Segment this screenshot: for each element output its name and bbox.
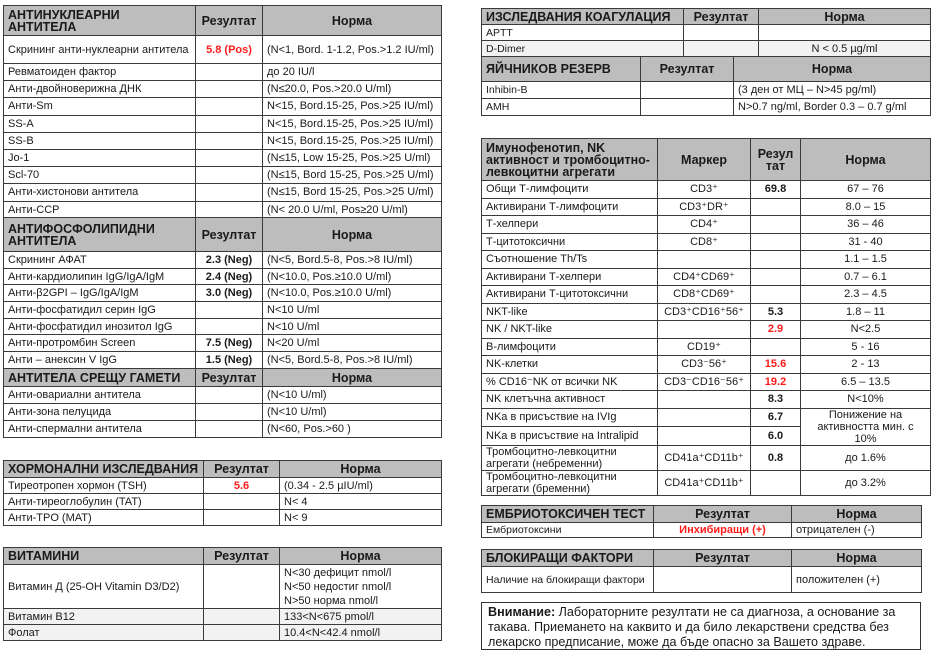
marker: [658, 408, 751, 427]
reference-norm: 6.5 – 13.5: [801, 373, 931, 391]
column-header: Норма: [792, 506, 922, 523]
test-name: Скрининг АФАТ: [4, 252, 196, 269]
table-row: [4, 565, 442, 609]
reference-norm: (0.34 - 2.5 µIU/ml): [280, 478, 442, 494]
test-name: SS-B: [4, 132, 196, 149]
marker: [658, 251, 751, 269]
test-name: Анти-CCP: [4, 201, 196, 218]
result-value: 69.8: [751, 181, 801, 199]
section-title: ХОРМОНАЛНИ ИЗСЛЕДВАНИЯ: [4, 461, 204, 478]
reference-norm: (N<10.0, Pos.≥10.0 U/ml): [263, 285, 442, 302]
result-value: [641, 82, 734, 99]
hormonal-table: [3, 460, 442, 526]
test-name: Анти-овариални антитела: [4, 387, 196, 404]
test-name: Общи Т-лимфоцити: [482, 181, 658, 199]
result-value: [196, 318, 263, 335]
section-title: Имунофенотип, NK активност и тромбоцитно-левкоцитни агрегати: [482, 139, 658, 181]
column-header: Резултат: [196, 369, 263, 387]
test-name: Тиреотропен хормон (TSH): [4, 478, 204, 494]
marker: [658, 321, 751, 339]
section-title: ИЗСЛЕДВАНИЯ КОАГУЛАЦИЯ: [482, 9, 684, 25]
column-header: Резултат: [196, 6, 263, 36]
reference-norm: 36 – 46: [801, 216, 931, 234]
marker: CD3⁺: [658, 181, 751, 199]
result-value: [751, 198, 801, 216]
test-name: Анти-Sm: [4, 98, 196, 115]
table-row: [4, 404, 442, 421]
result-value: [751, 233, 801, 251]
reference-norm: N<30 дефицит nmol/l N<50 недостиг nmol/l N>50 норма nmol/l: [280, 565, 442, 609]
section-title: ЕМБРИОТОКСИЧЕН ТЕСТ: [482, 506, 654, 523]
section-title: ЯЙЧНИКОВ РЕЗЕРВ: [482, 57, 641, 82]
reference-norm: 67 – 76: [801, 181, 931, 199]
marker: CD4⁺: [658, 216, 751, 234]
table-row: [482, 391, 931, 409]
result-value: 3.0 (Neg): [196, 285, 263, 302]
result-value: 2.3 (Neg): [196, 252, 263, 269]
test-name: Фолат: [4, 625, 204, 641]
table-row: [4, 252, 442, 269]
table-row: [4, 149, 442, 166]
table-row: [482, 216, 931, 234]
warning-text: Лабораторните резултати не са диагноза, а основание за такава. Приемането на каквито и да било лекарствени средства без лекарско предписание, може да бъде опасно за Вашето здраве.: [488, 605, 896, 649]
table-row: [4, 132, 442, 149]
table-row: [4, 302, 442, 319]
table-row: [4, 510, 442, 526]
section-title: ВИТАМИНИ: [4, 548, 204, 565]
test-name: Активирани Т-хелпери: [482, 268, 658, 286]
result-value: 19.2: [751, 373, 801, 391]
result-value: [204, 565, 280, 609]
test-name: Анти-β2GPI – IgG/IgA/IgM: [4, 285, 196, 302]
test-name: Т-цитотоксични: [482, 233, 658, 251]
antiphospholipid-table: [3, 217, 442, 369]
table-header-row: [482, 550, 922, 567]
test-name: Активирани Т-лимфоцити: [482, 198, 658, 216]
reference-norm: N< 4: [280, 494, 442, 510]
marker: CD3⁻CD16⁻56⁺: [658, 373, 751, 391]
result-value: [196, 64, 263, 81]
test-name: NK / NKT-like: [482, 321, 658, 339]
result-value: [204, 609, 280, 625]
table-row: [482, 445, 931, 470]
marker: CD3⁺CD16⁺56⁺: [658, 303, 751, 321]
reference-norm: положителен (+): [792, 567, 922, 593]
column-header: Норма: [263, 369, 442, 387]
coagulation-table: [481, 8, 931, 57]
reference-norm: N<2.5: [801, 321, 931, 339]
test-name: NK клетъчна активност: [482, 391, 658, 409]
marker: [658, 427, 751, 446]
blocking-table: [481, 549, 922, 593]
immuno-table: [481, 138, 931, 496]
reference-norm: 8.0 – 15: [801, 198, 931, 216]
test-name: Скрининг анти-нуклеарни антитела: [4, 36, 196, 64]
antinuclear-table: [3, 5, 442, 219]
column-header: Норма: [263, 218, 442, 252]
column-header: Резултат: [204, 461, 280, 478]
test-name: Scl-70: [4, 167, 196, 184]
marker: [658, 391, 751, 409]
test-name: Анти-TPO (MAT): [4, 510, 204, 526]
table-row: [482, 356, 931, 374]
result-value: Инхибиращи (+): [654, 523, 792, 538]
test-name: AMH: [482, 99, 641, 116]
table-header-row: [4, 218, 442, 252]
warning-notice: [481, 602, 921, 650]
test-name: Витамин B12: [4, 609, 204, 625]
test-name: Анти-хистонови антитела: [4, 184, 196, 201]
result-value: [196, 132, 263, 149]
column-header: Норма: [280, 461, 442, 478]
table-header-row: [4, 369, 442, 387]
table-row: [4, 285, 442, 302]
result-value: [641, 99, 734, 116]
test-name: NKa в присъствие на Intralipid: [482, 427, 658, 446]
result-value: 0.8: [751, 445, 801, 470]
ovarian-table: [481, 56, 931, 116]
table-row: [482, 303, 931, 321]
test-name: Т-хелпери: [482, 216, 658, 234]
table-row: [4, 36, 442, 64]
result-value: [196, 167, 263, 184]
reference-norm: отрицателен (-): [792, 523, 922, 538]
table-row: [4, 98, 442, 115]
reference-norm: N<20 U/ml: [263, 335, 442, 352]
marker: CD3⁻56⁺: [658, 356, 751, 374]
reference-norm: Понижение на активността мин. с 10%: [801, 408, 931, 445]
result-value: [196, 98, 263, 115]
table-row: [482, 233, 931, 251]
table-row: [482, 408, 931, 427]
column-header: Резултат: [196, 218, 263, 252]
reference-norm: (N<10 U/ml): [263, 387, 442, 404]
reference-norm: 0.7 – 6.1: [801, 268, 931, 286]
test-name: Анти – анексин V IgG: [4, 352, 196, 369]
test-name: Анти-тиреоглобулин (TAT): [4, 494, 204, 510]
vitamins-table: [3, 547, 442, 641]
table-header-row: [482, 9, 931, 25]
table-row: [4, 421, 442, 438]
result-value: 8.3: [751, 391, 801, 409]
test-name: % CD16⁻NK от всички NK: [482, 373, 658, 391]
table-row: [4, 494, 442, 510]
marker: CD8⁺: [658, 233, 751, 251]
result-value: [751, 268, 801, 286]
reference-norm: N < 0.5 µg/ml: [759, 41, 931, 57]
column-header: Норма: [734, 57, 931, 82]
reference-norm: (N≤15, Bord 15-25, Pos.>25 U/ml): [263, 167, 442, 184]
column-header: Норма: [801, 139, 931, 181]
table-row: [4, 184, 442, 201]
result-value: [196, 149, 263, 166]
column-header: Резултат: [654, 550, 792, 567]
column-header: Резул тат: [751, 139, 801, 181]
marker: CD41a⁺CD11b⁺: [658, 470, 751, 495]
reference-norm: N<15, Bord.15-25, Pos.>25 IU/ml): [263, 132, 442, 149]
column-header: Норма: [280, 548, 442, 565]
table-row: [482, 251, 931, 269]
table-row: [4, 625, 442, 641]
result-value: 5.8 (Pos): [196, 36, 263, 64]
reference-norm: N<15, Bord.15-25, Pos.>25 IU/ml): [263, 98, 442, 115]
test-name: Анти-двойноверижна ДНК: [4, 81, 196, 98]
column-header: Резултат: [654, 506, 792, 523]
result-value: [751, 251, 801, 269]
test-name: Ембриотоксини: [482, 523, 654, 538]
result-value: 6.7: [751, 408, 801, 427]
result-value: [654, 567, 792, 593]
result-value: 1.5 (Neg): [196, 352, 263, 369]
test-name: Анти-спермални антитела: [4, 421, 196, 438]
result-value: [196, 81, 263, 98]
table-header-row: [4, 6, 442, 36]
reference-norm: N< 9: [280, 510, 442, 526]
table-row: [4, 387, 442, 404]
table-row: [482, 373, 931, 391]
table-row: [4, 268, 442, 285]
result-value: [204, 510, 280, 526]
table-header-row: [482, 139, 931, 181]
embryotoxic-table: [481, 505, 922, 538]
table-row: [482, 286, 931, 304]
gametes-table: [3, 368, 442, 438]
column-header: Резултат: [684, 9, 759, 25]
result-value: [684, 25, 759, 41]
reference-norm: (N≤15, Low 15-25, Pos.>25 U/ml): [263, 149, 442, 166]
reference-norm: N<10 U/ml: [263, 302, 442, 319]
reference-norm: N<10%: [801, 391, 931, 409]
result-value: [196, 387, 263, 404]
table-header-row: [482, 506, 922, 523]
marker: CD41a⁺CD11b⁺: [658, 445, 751, 470]
section-title: АНТИФОСФОЛИПИДНИ АНТИТЕЛА: [4, 218, 196, 252]
table-row: [482, 523, 922, 538]
result-value: [196, 302, 263, 319]
reference-norm: (N<10.0, Pos.≥10.0 U/ml): [263, 268, 442, 285]
test-name: NKa в присъствие на IVIg: [482, 408, 658, 427]
test-name: Тромбоцитно-левкоцитни агрегати (небременни): [482, 445, 658, 470]
table-row: [4, 167, 442, 184]
column-header: Норма: [759, 9, 931, 25]
table-row: [482, 470, 931, 495]
reference-norm: до 20 IU/l: [263, 64, 442, 81]
result-value: [196, 184, 263, 201]
test-name: Анти-фосфатидил серин IgG: [4, 302, 196, 319]
column-header: Резултат: [204, 548, 280, 565]
table-header-row: [4, 548, 442, 565]
test-name: SS-A: [4, 115, 196, 132]
result-value: [204, 494, 280, 510]
reference-norm: (N<5, Bord.5-8, Pos.>8 IU/ml): [263, 352, 442, 369]
test-name: APTT: [482, 25, 684, 41]
result-value: [751, 338, 801, 356]
table-row: [482, 25, 931, 41]
table-row: [4, 335, 442, 352]
table-row: [4, 81, 442, 98]
column-header: Маркер: [658, 139, 751, 181]
reference-norm: (N<60, Pos.>60 ): [263, 421, 442, 438]
table-row: [4, 352, 442, 369]
test-name: Тромбоцитно-левкоцитни агрегати (бременни): [482, 470, 658, 495]
table-row: [4, 64, 442, 81]
result-value: [196, 201, 263, 218]
test-name: Активирани Т-цитотоксични: [482, 286, 658, 304]
table-header-row: [482, 57, 931, 82]
table-row: [482, 82, 931, 99]
reference-norm: до 1.6%: [801, 445, 931, 470]
test-name: NKT-like: [482, 303, 658, 321]
section-title: АНТИНУКЛЕАРНИ АНТИТЕЛА: [4, 6, 196, 36]
table-row: [482, 321, 931, 339]
table-row: [482, 41, 931, 57]
reference-norm: (N< 20.0 U/ml, Pos≥20 U/ml): [263, 201, 442, 218]
reference-norm: 5 - 16: [801, 338, 931, 356]
reference-norm: (N≤20.0, Pos.>20.0 U/ml): [263, 81, 442, 98]
test-name: NK-клетки: [482, 356, 658, 374]
result-value: [204, 625, 280, 641]
result-value: [196, 404, 263, 421]
table-row: [482, 181, 931, 199]
reference-norm: (N<10 U/ml): [263, 404, 442, 421]
column-header: Резултат: [641, 57, 734, 82]
result-value: 15.6: [751, 356, 801, 374]
test-name: Съотношение Th/Ts: [482, 251, 658, 269]
table-row: [482, 338, 931, 356]
table-header-row: [4, 461, 442, 478]
marker: CD4⁺CD69⁺: [658, 268, 751, 286]
table-row: [482, 198, 931, 216]
result-value: 2.4 (Neg): [196, 268, 263, 285]
test-name: В-лимфоцити: [482, 338, 658, 356]
test-name: Анти-фосфатидил инозитол IgG: [4, 318, 196, 335]
result-value: [196, 115, 263, 132]
table-row: [4, 201, 442, 218]
test-name: D-Dimer: [482, 41, 684, 57]
table-row: [482, 99, 931, 116]
result-value: 5.6: [204, 478, 280, 494]
reference-norm: (N<1, Bord. 1-1.2, Pos.>1.2 IU/ml): [263, 36, 442, 64]
test-name: Inhibin-B: [482, 82, 641, 99]
marker: CD3⁺DR⁺: [658, 198, 751, 216]
test-name: Анти-зона пелуцида: [4, 404, 196, 421]
reference-norm: (N<5, Bord.5-8, Pos.>8 IU/ml): [263, 252, 442, 269]
result-value: [684, 41, 759, 57]
reference-norm: 133<N<675 pmol/l: [280, 609, 442, 625]
reference-norm: N>0.7 ng/ml, Border 0.3 – 0.7 g/ml: [734, 99, 931, 116]
marker: CD19⁺: [658, 338, 751, 356]
warning-label: Внимание:: [488, 605, 556, 619]
test-name: Jo-1: [4, 149, 196, 166]
reference-norm: N<10 U/ml: [263, 318, 442, 335]
table-row: [4, 478, 442, 494]
result-value: [751, 470, 801, 495]
test-name: Анти-кардиолипин IgG/IgA/IgM: [4, 268, 196, 285]
table-row: [4, 115, 442, 132]
reference-norm: 1.8 – 11: [801, 303, 931, 321]
reference-norm: 2 - 13: [801, 356, 931, 374]
reference-norm: до 3.2%: [801, 470, 931, 495]
column-header: Норма: [263, 6, 442, 36]
section-title: АНТИТЕЛА СРЕЩУ ГАМЕТИ: [4, 369, 196, 387]
reference-norm: [759, 25, 931, 41]
marker: CD8⁺CD69⁺: [658, 286, 751, 304]
result-value: [751, 216, 801, 234]
result-value: 6.0: [751, 427, 801, 446]
result-value: [751, 286, 801, 304]
result-value: [196, 421, 263, 438]
test-name: Ревматоиден фактор: [4, 64, 196, 81]
reference-norm: 10.4<N<42.4 nmol/l: [280, 625, 442, 641]
reference-norm: (3 ден от МЦ – N>45 pg/ml): [734, 82, 931, 99]
table-row: [4, 318, 442, 335]
reference-norm: (N≤15, Bord 15-25, Pos.>25 U/ml): [263, 184, 442, 201]
table-row: [4, 609, 442, 625]
reference-norm: 31 - 40: [801, 233, 931, 251]
result-value: 2.9: [751, 321, 801, 339]
test-name: Анти-протромбин Screen: [4, 335, 196, 352]
reference-norm: 1.1 – 1.5: [801, 251, 931, 269]
section-title: БЛОКИРАЩИ ФАКТОРИ: [482, 550, 654, 567]
table-row: [482, 268, 931, 286]
result-value: 7.5 (Neg): [196, 335, 263, 352]
test-name: Наличие на блокиращи фактори: [482, 567, 654, 593]
reference-norm: 2.3 – 4.5: [801, 286, 931, 304]
reference-norm: N<15, Bord.15-25, Pos.>25 IU/ml): [263, 115, 442, 132]
result-value: 5.3: [751, 303, 801, 321]
table-row: [482, 567, 922, 593]
test-name: Витамин Д (25-OH Vitamin D3/D2): [4, 565, 204, 609]
column-header: Норма: [792, 550, 922, 567]
